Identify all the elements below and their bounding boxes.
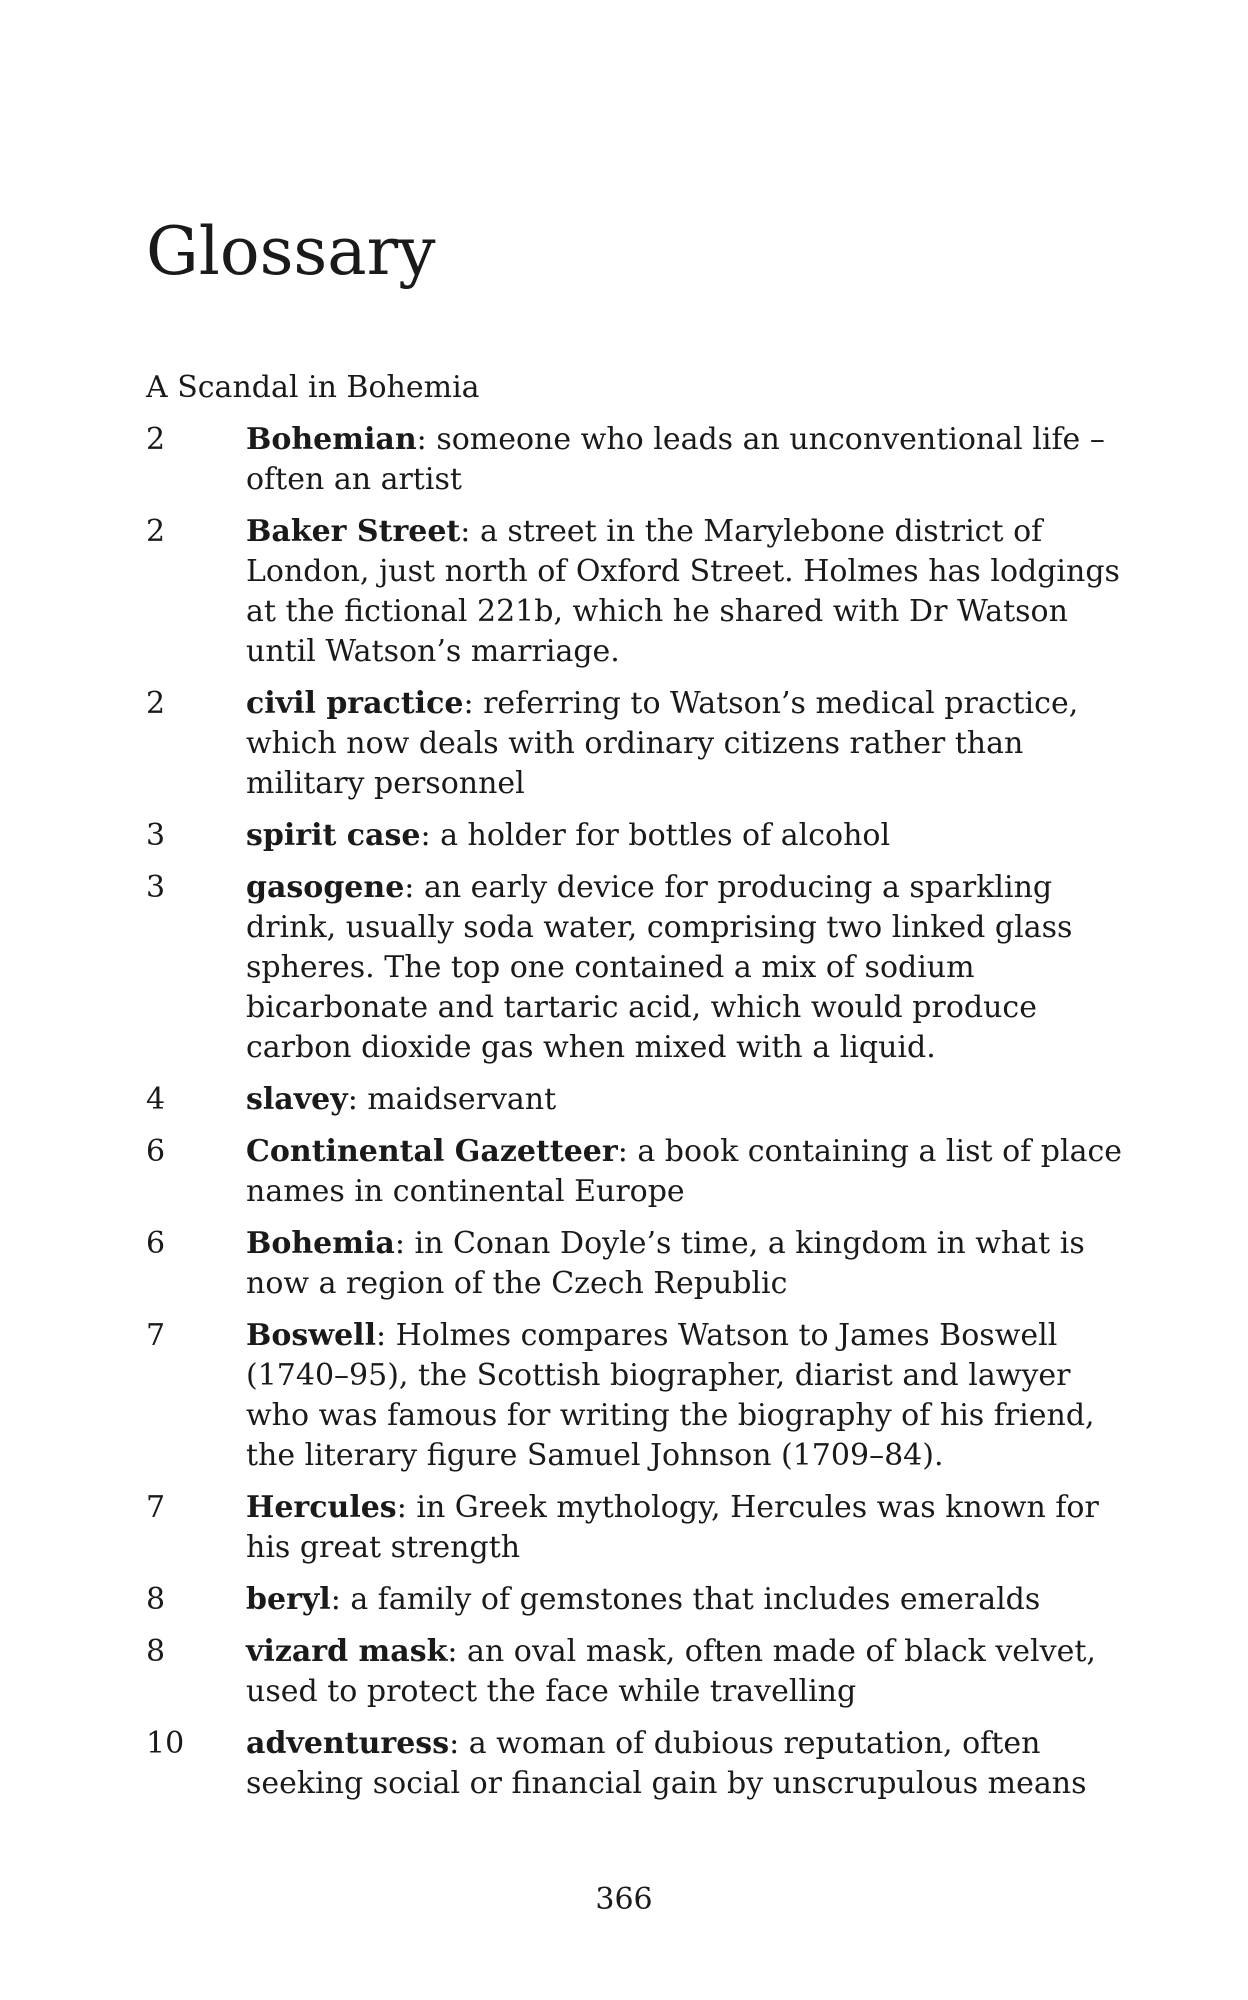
entry-page: 8 bbox=[146, 1634, 166, 1669]
entry-text: gasogene: an early device for producing a sparkling drink, usually soda water, comprising two linked glass spheres. The top one contained a mix of sodium bicarbonate and tartaric acid, which would produce carbon dioxide gas when mixed with a liquid. bbox=[246, 870, 1073, 1065]
entry-term: vizard mask bbox=[246, 1634, 448, 1669]
entry-page: 7 bbox=[146, 1490, 166, 1525]
entry-definition: an oval mask, often made of black velvet, used to protect the face while travelling bbox=[246, 1634, 1096, 1709]
entry-term: Bohemian bbox=[246, 422, 417, 457]
entry-page: 2 bbox=[146, 686, 166, 721]
entry-definition: a book containing a list of place names in continental Europe bbox=[246, 1134, 1123, 1209]
entry-page: 4 bbox=[146, 1082, 166, 1117]
glossary-entry bbox=[146, 868, 1126, 1068]
entry-text: slavey: maidservant bbox=[246, 1082, 557, 1117]
glossary-entry bbox=[146, 1580, 1126, 1620]
glossary-entry bbox=[146, 512, 1126, 672]
entry-page: 2 bbox=[146, 422, 166, 457]
entry-text: Bohemia: in Conan Doyle’s time, a kingdom in what is now a region of the Czech Republic bbox=[246, 1226, 1085, 1301]
entry-term: adventuress bbox=[246, 1726, 450, 1761]
entry-page: 6 bbox=[146, 1134, 166, 1169]
entry-term: Continental Gazetteer bbox=[246, 1134, 618, 1169]
entry-term: Bohemia bbox=[246, 1226, 395, 1261]
glossary-entry bbox=[146, 816, 1126, 856]
entry-definition: Holmes compares Watson to James Boswell (1740–95), the Scottish biographer, diarist and lawyer who was famous for writing the biography of his friend, the literary figure Samuel Johnson (1709–84). bbox=[246, 1318, 1095, 1473]
entry-text: vizard mask: an oval mask, often made of black velvet, used to protect the face while travelling bbox=[246, 1634, 1096, 1709]
entry-definition: a street in the Marylebone district of London, just north of Oxford Street. Holmes has lodgings at the fictional 221b, which he shared with Dr Watson until Watson’s marriage. bbox=[246, 514, 1120, 669]
page-number: 366 bbox=[595, 1882, 653, 1917]
entry-definition: maidservant bbox=[367, 1082, 557, 1117]
entry-page: 10 bbox=[146, 1726, 185, 1761]
glossary-entry bbox=[146, 1224, 1126, 1304]
entry-page: 2 bbox=[146, 514, 166, 549]
glossary-entry bbox=[146, 1132, 1126, 1212]
entry-page: 3 bbox=[146, 818, 166, 853]
entry-term: slavey bbox=[246, 1082, 348, 1117]
entry-text: Continental Gazetteer: a book containing a list of place names in continental Europe bbox=[246, 1134, 1123, 1209]
entry-page: 6 bbox=[146, 1226, 166, 1261]
glossary-entry bbox=[146, 1488, 1126, 1568]
section-heading: A Scandal in Bohemia bbox=[146, 370, 480, 405]
entry-definition: a family of gemstones that includes emeralds bbox=[350, 1582, 1041, 1617]
entry-text: adventuress: a woman of dubious reputation, often seeking social or financial gain by unscrupulous means bbox=[246, 1726, 1087, 1801]
entry-text: Baker Street: a street in the Marylebone district of London, just north of Oxford Street. Holmes has lodgings at the fictional 221b, which he shared with Dr Watson until Watson’s marriage. bbox=[246, 514, 1120, 669]
entry-page: 3 bbox=[146, 870, 166, 905]
glossary-entry bbox=[146, 1080, 1126, 1120]
entry-definition: a woman of dubious reputation, often seeking social or financial gain by unscrupulous means bbox=[246, 1726, 1087, 1801]
entry-term: Hercules bbox=[246, 1490, 397, 1525]
entry-page: 8 bbox=[146, 1582, 166, 1617]
glossary-list bbox=[146, 420, 1126, 1816]
glossary-entry bbox=[146, 1632, 1126, 1712]
entry-definition: in Greek mythology, Hercules was known for his great strength bbox=[246, 1490, 1099, 1565]
glossary-entry bbox=[146, 1316, 1126, 1476]
entry-definition: a holder for bottles of alcohol bbox=[440, 818, 891, 853]
entry-text: Bohemian: someone who leads an unconventional life – often an artist bbox=[246, 422, 1105, 497]
entry-term: Baker Street bbox=[246, 514, 461, 549]
glossary-entry bbox=[146, 684, 1126, 804]
entry-text: Hercules: in Greek mythology, Hercules was known for his great strength bbox=[246, 1490, 1099, 1565]
entry-term: spirit case bbox=[246, 818, 421, 853]
glossary-entry bbox=[146, 1724, 1126, 1804]
entry-definition: an early device for producing a sparkling drink, usually soda water, comprising two linked glass spheres. The top one contained a mix of sodium bicarbonate and tartaric acid, which would produce carbon dioxide gas when mixed with a liquid. bbox=[246, 870, 1073, 1065]
entry-definition: referring to Watson’s medical practice, which now deals with ordinary citizens rather than military personnel bbox=[246, 686, 1079, 801]
entry-term: civil practice bbox=[246, 686, 464, 721]
entry-text: spirit case: a holder for bottles of alcohol bbox=[246, 818, 891, 853]
entry-term: beryl bbox=[246, 1582, 331, 1617]
entry-text: beryl: a family of gemstones that includes emeralds bbox=[246, 1582, 1041, 1617]
entry-page: 7 bbox=[146, 1318, 166, 1353]
entry-definition: someone who leads an unconventional life – often an artist bbox=[246, 422, 1105, 497]
entry-text: civil practice: referring to Watson’s medical practice, which now deals with ordinary citizens rather than military personnel bbox=[246, 686, 1079, 801]
page-title: Glossary bbox=[146, 213, 436, 290]
entry-text: Boswell: Holmes compares Watson to James Boswell (1740–95), the Scottish biographer, diarist and lawyer who was famous for writing the biography of his friend, the literary figure Samuel Johnson (1709–84). bbox=[246, 1318, 1095, 1473]
entry-term: Boswell bbox=[246, 1318, 376, 1353]
entry-term: gasogene bbox=[246, 870, 405, 905]
glossary-entry bbox=[146, 420, 1126, 500]
entry-definition: in Conan Doyle’s time, a kingdom in what is now a region of the Czech Republic bbox=[246, 1226, 1085, 1301]
